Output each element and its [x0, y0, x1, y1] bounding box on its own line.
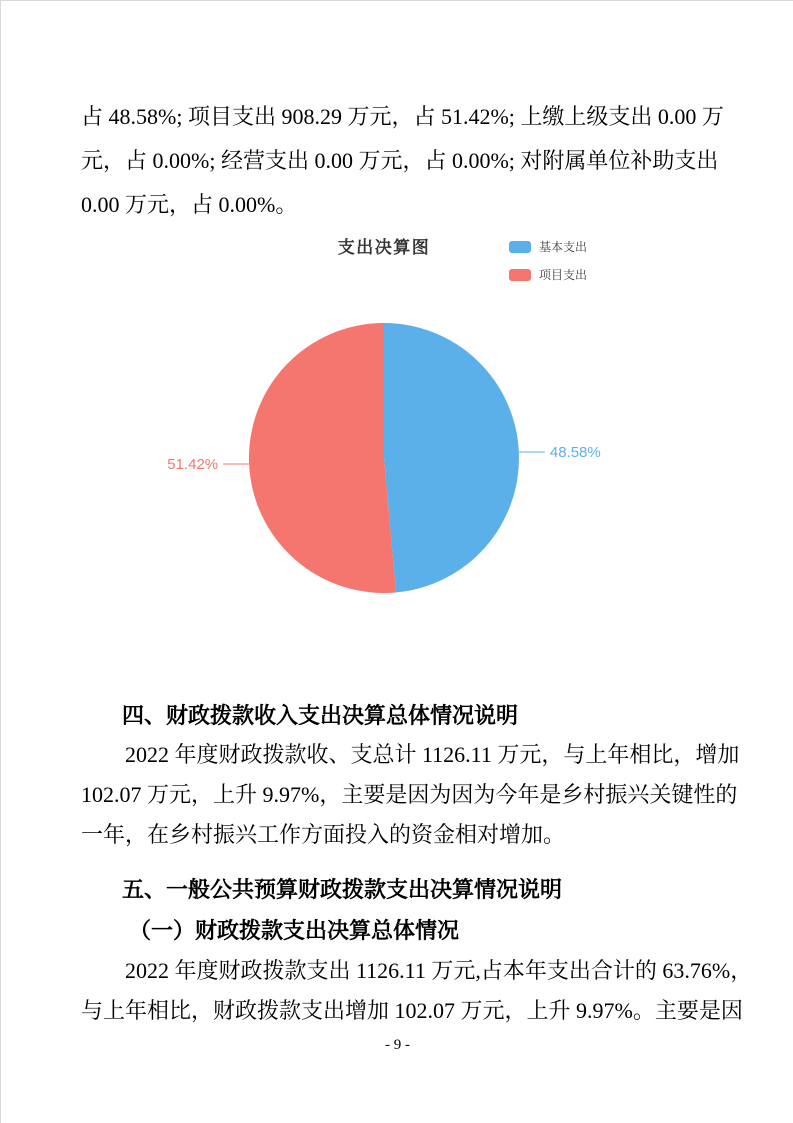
pie-chart-svg [121, 303, 674, 613]
paragraph-line: 占 48.58%; 项目支出 908.29 万元，占 51.42%; 上缴上级支出 0.00 万 [81, 104, 724, 129]
section-five-heading: 五、一般公共预算财政拨款支出决算情况说明 [122, 877, 563, 902]
paragraph-line: 2022 年度财政拨款收、支总计 1126.11 万元，与上年相比，增加 [125, 742, 740, 767]
chart-legend [509, 238, 587, 283]
legend-label: 项目支出 [539, 268, 588, 282]
section-five-paragraph [81, 951, 771, 1031]
section-four-paragraph [81, 735, 771, 855]
pie-percent-label: 51.42% [167, 456, 219, 474]
pie-slice-0[interactable] [384, 323, 519, 592]
paragraph-line: 元，占 0.00%; 经营支出 0.00 万元，占 0.00%; 对附属单位补助支出 [81, 148, 719, 173]
intro-paragraph [81, 95, 761, 227]
section-five-subheading: （一）财政拨款支出决算总体情况 [129, 918, 460, 943]
page-number: - 9 - [385, 1037, 410, 1053]
paragraph-line: 102.07 万元，上升 9.97%，主要是因为因为今年是乡村振兴关键性的 [81, 782, 738, 807]
paragraph-line: 与上年相比，财政拨款支出增加 102.07 万元，上升 9.97%。主要是因 [81, 998, 743, 1023]
legend-swatch [509, 241, 531, 253]
pie-percent-label: 48.58% [549, 443, 601, 461]
legend-item[interactable] [509, 238, 587, 255]
paragraph-line: 一年，在乡村振兴工作方面投入的资金相对增加。 [81, 822, 566, 847]
legend-swatch [509, 269, 531, 281]
pie-slice-1[interactable] [249, 323, 396, 593]
legend-label: 基本支出 [539, 240, 588, 254]
paragraph-line: 2022 年度财政拨款支出 1126.11 万元,占本年支出合计的 63.76%， [125, 958, 753, 983]
legend-item[interactable] [509, 266, 587, 283]
chart-title: 支出决算图 [337, 238, 431, 257]
paragraph-line: 0.00 万元，占 0.00%。 [81, 192, 298, 217]
section-four-heading: 四、财政拨款收入支出决算总体情况说明 [122, 703, 519, 728]
